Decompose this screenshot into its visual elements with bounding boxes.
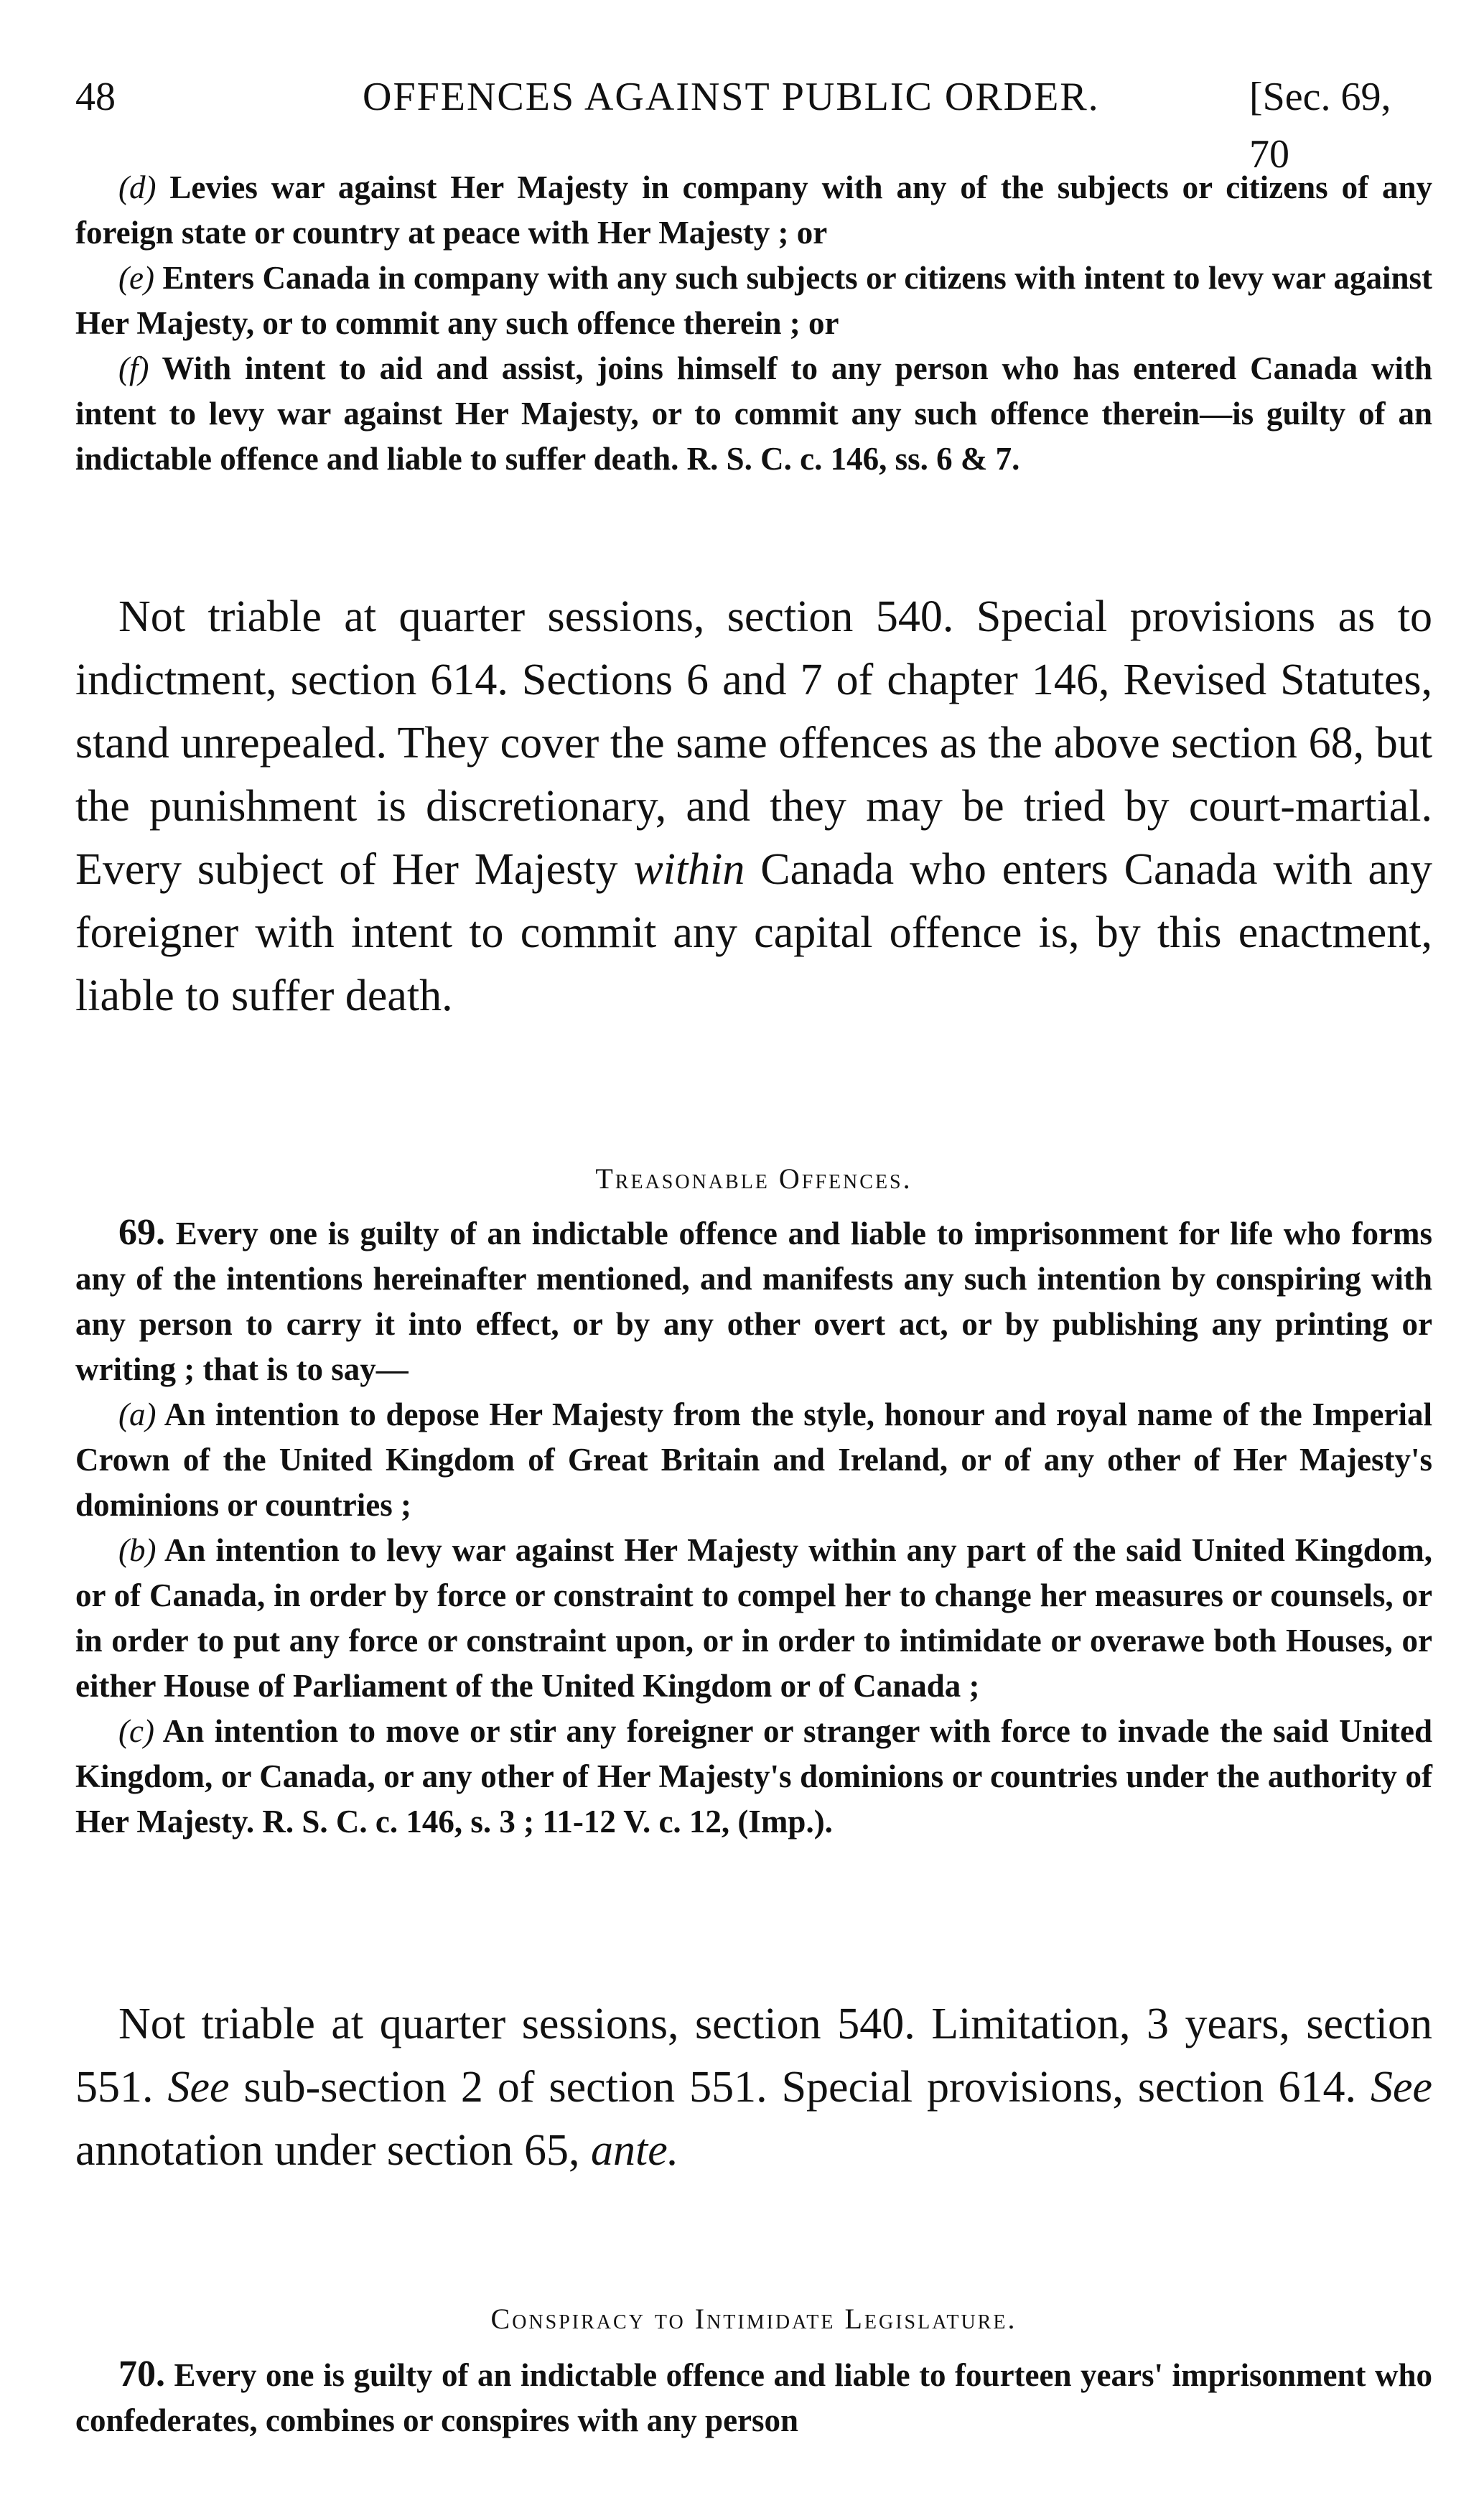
clause-text: Levies war against Her Majesty in company with any of the subjects or citizens of any foreign state or country at peace with Her Majesty ; or	[75, 169, 1432, 251]
heading-treasonable-offences: Treasonable Offences.	[595, 1162, 913, 1195]
clause-text: Enters Canada in company with any such subjects or citizens with intent to levy war against Her Majesty, or to commit any such offence therein ; or	[75, 260, 1433, 341]
section-70-text: 70. Every one is guilty of an indictable offence and liable to fourteen years' imprisonment who confederates, combines or conspires with any person	[75, 2354, 1433, 2438]
annotation-paragraph: Not triable at quarter sessions, section 540. Limitation, 3 years, section 551. See sub-section 2 of section 551. Special provisions, section 614. See annotation under section 65, ante.	[75, 2000, 1432, 2175]
clause-f	[75, 346, 1432, 482]
section-number: 69.	[118, 1212, 165, 1253]
clause-text: An intention to move or stir any foreigner or stranger with force to invade the said United Kingdom, or Canada, or any other of Her Majesty's dominions or countries under the authority of Her Majesty. R. S. C. c. 146, s. 3 ; 11-12 V. c. 12, (Imp.).	[75, 1713, 1432, 1839]
section-reference: [Sec. 69, 70	[1249, 75, 1391, 177]
section-68-continuation	[75, 165, 1432, 482]
clause-label: (e)	[118, 260, 154, 296]
clause-text: An intention to levy war against Her Majesty within any part of the said United Kingdom, or of Canada, in order by force or constraint to compel her to change her measures or counsels, or in order to put any force or constraint upon, or in order to intimidate or overawe both Houses, or either House of Parliament of the United Kingdom or of Canada ;	[75, 1532, 1432, 1704]
clause-text: With intent to aid and assist, joins himself to any person who has entered Canada with intent to levy war against Her Majesty, or to commit any such offence therein—is guilty of an indictable offence and liable to suffer death. R. S. C. c. 146, ss. 6 & 7.	[75, 350, 1432, 477]
clause-label: (c)	[118, 1713, 154, 1749]
clause-c	[75, 1709, 1432, 1845]
section-69	[75, 1210, 1432, 1845]
annotation-section-69	[75, 1992, 1432, 2182]
clause-text: An intention to depose Her Majesty from the style, honour and royal name of the Imperial Crown of the United Kingdom of Great Britain and Ireland, or of any other of Her Majesty's dominions or countries ;	[75, 1396, 1432, 1523]
page-number: 48	[75, 75, 116, 119]
running-header	[75, 68, 1432, 177]
clause-e	[75, 256, 1432, 346]
clause-label: (b)	[118, 1532, 157, 1568]
annotation-paragraph: Not triable at quarter sessions, section 540. Special provisions as to indictment, section 614. Sections 6 and 7 of chapter 146, Revised Statutes, stand unrepealed. They cover the same offences as the above section 68, but the punishment is discretionary, and they may be tried by court-martial. Every subject of Her Majesty within Canada who enters Canada with any foreigner with intent to commit any capital offence is, by this enactment, liable to suffer death.	[75, 592, 1433, 1020]
section-number: 70.	[118, 2354, 165, 2395]
clause-b	[75, 1528, 1432, 1709]
heading-conspiracy-intimidate-legislature: Conspiracy to Intimidate Legislature.	[490, 2303, 1017, 2335]
clause-d	[75, 165, 1432, 256]
clause-a	[75, 1392, 1432, 1528]
running-title: OFFENCES AGAINST PUBLIC ORDER.	[363, 75, 1100, 119]
section-70	[75, 2351, 1432, 2443]
section-69-intro: 69. Every one is guilty of an indictable offence and liable to imprisonment for life who forms any of the intentions hereinafter mentioned, and manifests any such intention by conspiring with any person to carry it into effect, or by any other overt act, or by publishing any printing or writing ; that is to say—	[75, 1212, 1433, 1387]
annotation-section-68	[75, 585, 1432, 1027]
clause-label: (a)	[118, 1396, 157, 1432]
clause-label: (d)	[118, 169, 157, 205]
clause-label: (f)	[118, 350, 149, 386]
